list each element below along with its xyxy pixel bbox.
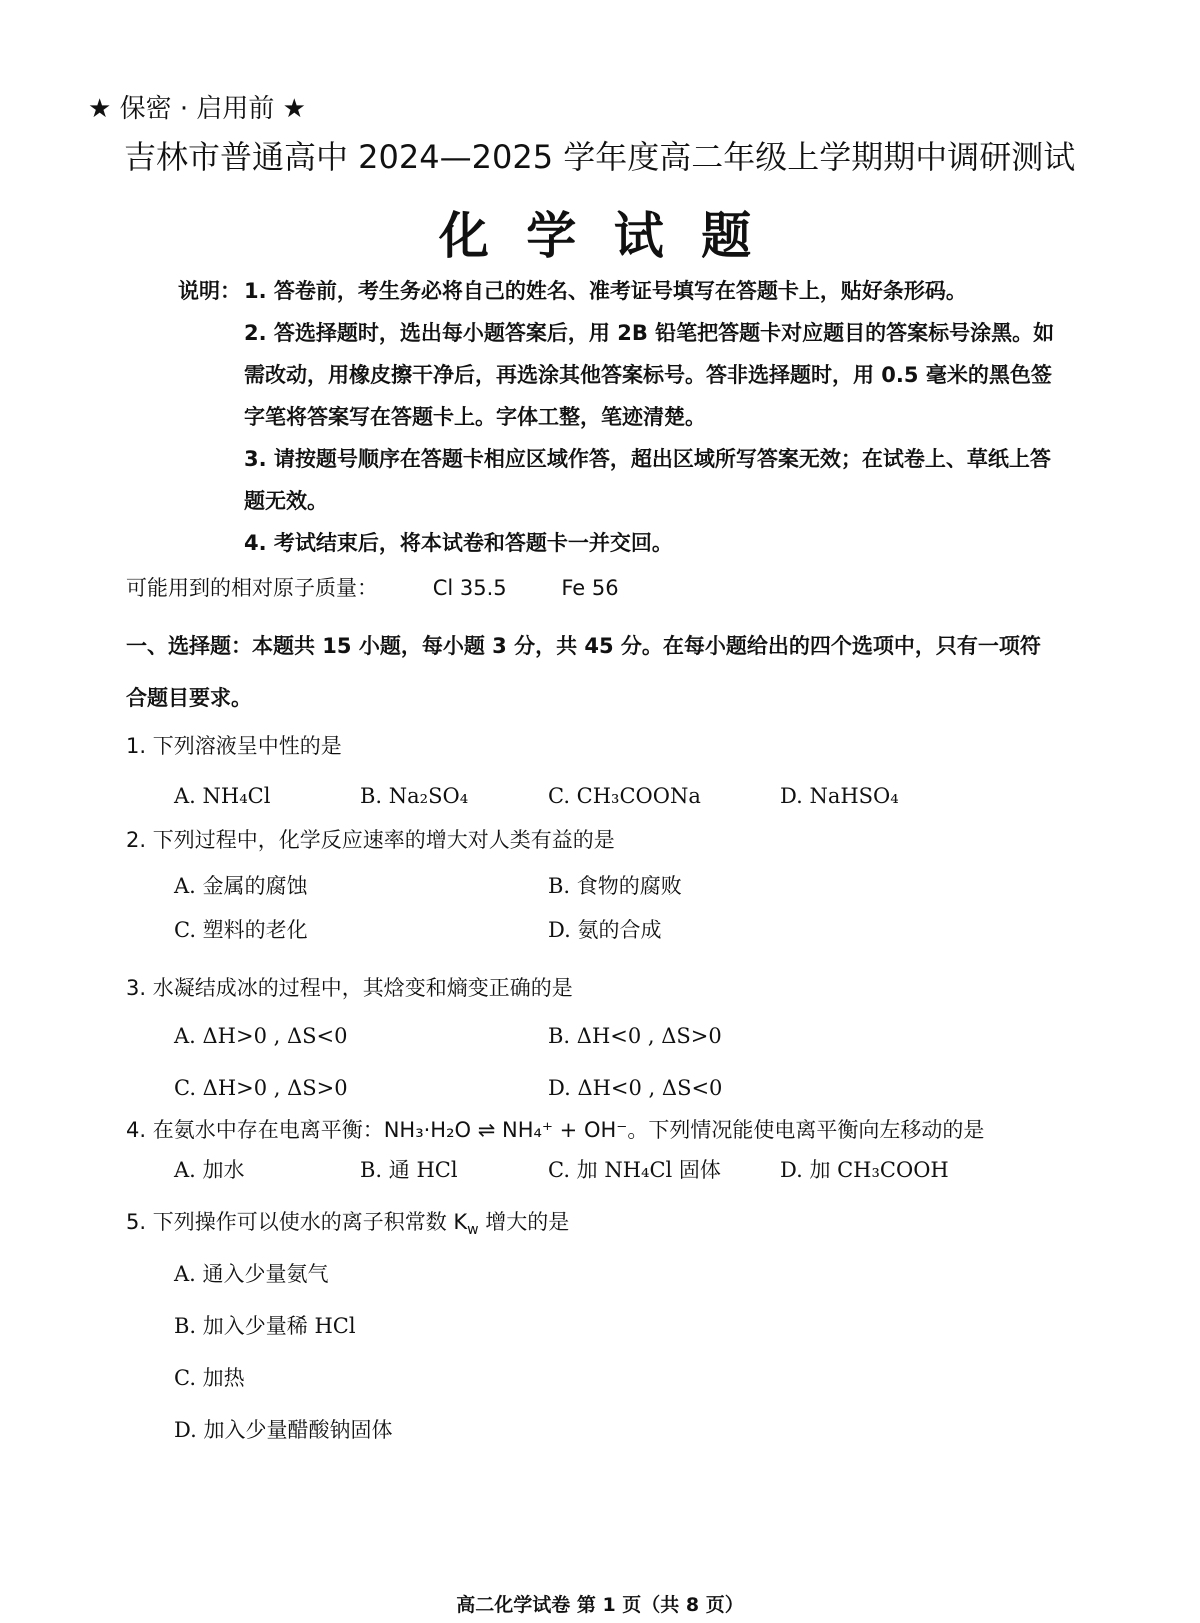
instruction-item: 2. 答选择题时，选出每小题答案后，用 2B 铅笔把答题卡对应题目的答案标号涂黑。如需改动，用橡皮擦干净后，再选涂其他答案标号。答非选择题时，用 0.5 毫米的黑色签字笔将答案写在答题卡上。字体工整，笔迹清楚。 bbox=[244, 321, 1055, 429]
option-a: A. ΔH>0 , ΔS<0 bbox=[174, 1024, 348, 1048]
instruction-item: 3. 请按题号顺序在答题卡相应区域作答，超出区域所写答案无效；在试卷上、草纸上答题无效。 bbox=[244, 447, 1051, 513]
instruction-item: 1. 答卷前，考生务必将自己的姓名、准考证号填写在答题卡上，贴好条形码。 bbox=[244, 279, 967, 303]
question-stem-text: 5. 下列操作可以使水的离子积常数 K bbox=[126, 1210, 468, 1234]
option-d: D. NaHSO₄ bbox=[780, 784, 899, 808]
option-d: D. 加入少量醋酸钠固体 bbox=[174, 1418, 393, 1442]
atomic-mass-label: 可能用到的相对原子质量： bbox=[126, 576, 378, 600]
instructions-label: 说明： bbox=[178, 279, 241, 303]
option-c: C. 加热 bbox=[174, 1366, 245, 1390]
option-b: B. Na₂SO₄ bbox=[360, 784, 469, 808]
option-c: C. ΔH>0 , ΔS>0 bbox=[174, 1076, 348, 1100]
section-title: 一、选择题：本题共 15 小题，每小题 3 分，共 45 分。在每小题给出的四个选项中，只有一项符合题目要求。 bbox=[126, 634, 1041, 710]
option-a: A. NH₄Cl bbox=[174, 784, 271, 808]
option-d: D. ΔH<0 , ΔS<0 bbox=[548, 1076, 723, 1100]
option-c: C. 塑料的老化 bbox=[174, 918, 308, 942]
question-stem-tail: 增大的是 bbox=[478, 1210, 570, 1234]
question-stem: 2. 下列过程中，化学反应速率的增大对人类有益的是 bbox=[126, 828, 615, 852]
option-d: D. 加 CH₃COOH bbox=[780, 1158, 949, 1182]
question-stem: 1. 下列溶液呈中性的是 bbox=[126, 734, 342, 758]
page-footer: 高二化学试卷 第 1 页（共 8 页） bbox=[456, 1594, 744, 1616]
option-a: A. 加水 bbox=[174, 1158, 245, 1182]
option-c: C. CH₃COONa bbox=[548, 784, 701, 808]
instruction-item: 4. 考试结束后，将本试卷和答题卡一并交回。 bbox=[244, 531, 673, 555]
exam-title: 吉林市普通高中 2024—2025 学年度高二年级上学期期中调研测试 bbox=[124, 138, 1076, 176]
option-a: A. 通入少量氨气 bbox=[174, 1262, 329, 1286]
option-b: B. ΔH<0 , ΔS>0 bbox=[548, 1024, 722, 1048]
option-b: B. 加入少量稀 HCl bbox=[174, 1314, 356, 1338]
atomic-mass-line bbox=[126, 572, 667, 602]
option-c: C. 加 NH₄Cl 固体 bbox=[548, 1158, 721, 1182]
question-stem: 4. 在氨水中存在电离平衡：NH₃·H₂O ⇌ NH₄⁺ + OH⁻。下列情况能使电离平衡向左移动的是 bbox=[126, 1118, 985, 1142]
option-d: D. 氨的合成 bbox=[548, 918, 662, 942]
option-a: A. 金属的腐蚀 bbox=[174, 874, 308, 898]
atomic-mass-value: Fe 56 bbox=[561, 576, 619, 600]
kw-subscript: w bbox=[467, 1222, 479, 1239]
question-stem bbox=[126, 1206, 569, 1238]
option-b: B. 通 HCl bbox=[360, 1158, 458, 1182]
atomic-mass-value: Cl 35.5 bbox=[432, 576, 507, 600]
subject-title: 化 学 试 题 bbox=[438, 207, 762, 265]
confidential-mark: ★ 保密 · 启用前 ★ bbox=[88, 94, 306, 124]
question-stem: 3. 水凝结成冰的过程中，其焓变和熵变正确的是 bbox=[126, 976, 573, 1000]
option-b: B. 食物的腐败 bbox=[548, 874, 682, 898]
